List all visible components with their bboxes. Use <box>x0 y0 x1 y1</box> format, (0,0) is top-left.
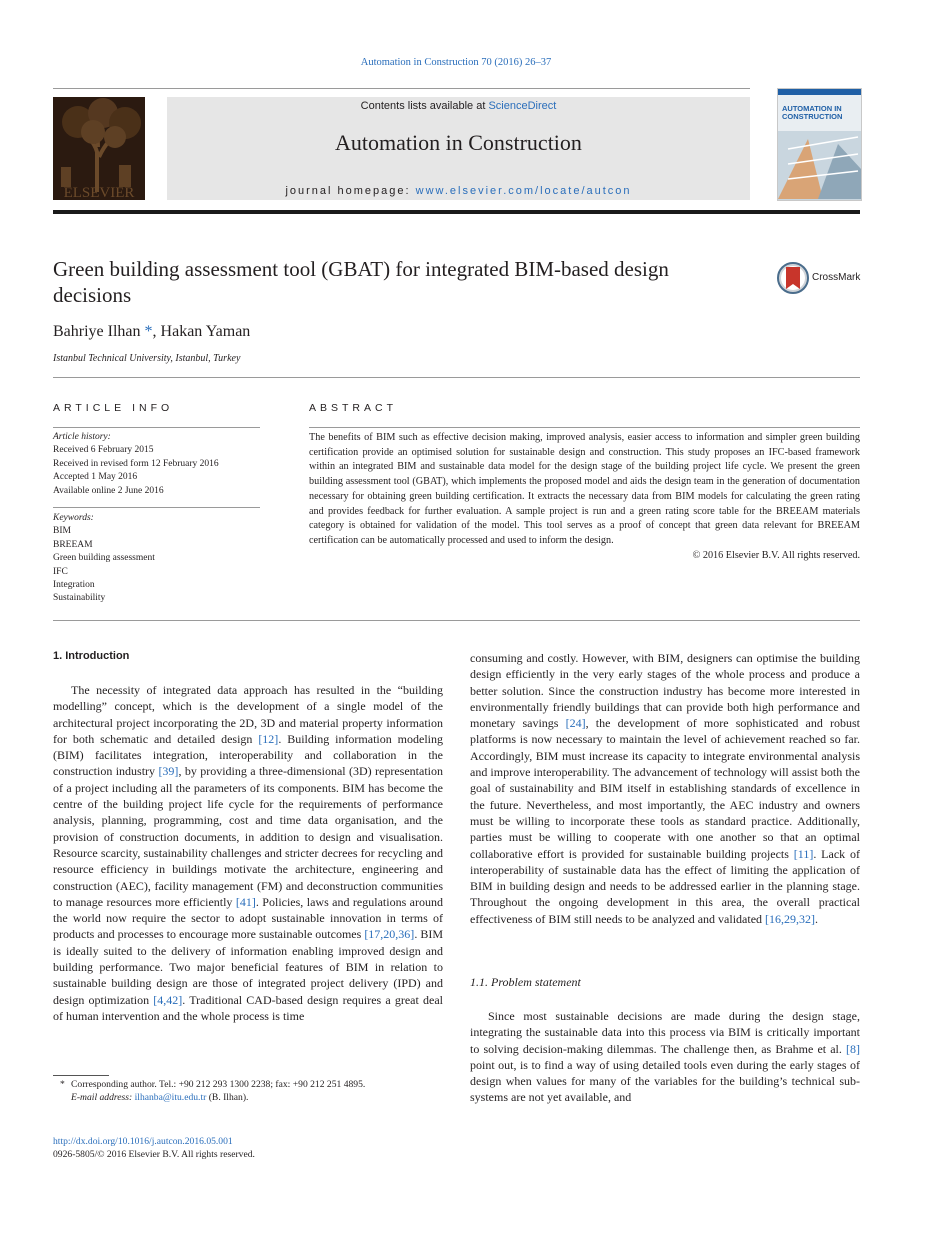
corresponding-author-marker[interactable]: * <box>144 323 153 340</box>
subsection-heading-problem-statement: 1.1. Problem statement <box>470 975 581 989</box>
journal-title: Automation in Construction <box>335 130 582 155</box>
intro-paragraph-left: The necessity of integrated data approach has resulted in the “building modelling” concept, which is the development of a single model of the architectural project incorporating the 2D, 3D and material property information for both schematic and detailed design [12]. Building information modeling (BIM) facilitates integration, interoperability and collaboration in the construction industry [39], by providing a three-dimensional (3D) representation of a project including all the parameters of its components. BIM has become the centre of the building project life cycle for the requirements of performance analysis, planning, programming, cost and time data organisation, and the provision of construction documents, in addition to design and visualisation. Resource scarcity, sustainability challenges and stricter decrees for recycling and resource efficiency in buildings motivate the architecture, engineering and construction (AEC), facility management (FM) and deconstruction communities to manage resources more efficiently [41]. Policies, laws and regulations around the world now require the sector to adopt sustainable innovation in terms of products and processes to encourage more sustainable outcomes [17,20,36]. BIM is ideally suited to the delivery of information enabling improved design and building performance. Two major beneficial features of BIM in relation to sustainable building design are those of integrated project delivery (IPD) and design optimization [4,42]. Traditional CAD-based design requires a great deal of human intervention and the whole process is time <box>53 683 444 1023</box>
history-label: Article history: <box>53 432 111 442</box>
reference-link[interactable]: [41] <box>235 894 256 909</box>
reference-link[interactable]: [4,42] <box>153 992 183 1007</box>
divider <box>309 427 860 428</box>
divider <box>53 427 260 428</box>
homepage-link[interactable]: www.elsevier.com/locate/autcon <box>415 185 632 197</box>
journal-citation[interactable] <box>0 57 912 68</box>
cover-title: AUTOMATION IN CONSTRUCTION <box>782 104 843 121</box>
keywords-label: Keywords: <box>53 513 94 523</box>
reference-link[interactable]: [16,29,32] <box>765 911 816 926</box>
affiliation: Istanbul Technical University, Istanbul, Turkey <box>53 353 241 364</box>
footer <box>53 1135 255 1161</box>
keyword-item: Sustainability <box>53 593 106 604</box>
section-heading-introduction: 1. Introduction <box>53 650 130 662</box>
header-thick-rule <box>53 210 860 214</box>
history-revised: Received in revised form 12 February 2016 <box>53 458 219 469</box>
problem-paragraph: Since most sustainable decisions are made during the design stage, integrating the sustainable data into this process via BIM is critically important to solving decision-making dilemmas. The challenge then, as Brahme et al. [8] point out, is to find a way of using detailed tools even during the early stages of design when values for many of the variables for the building’s technical sub-systems are not yet available, and <box>470 1009 860 1105</box>
divider <box>53 507 260 508</box>
reference-link[interactable]: [8] <box>846 1041 860 1056</box>
crossmark-icon <box>776 261 810 295</box>
article-title: Green building assessment tool (GBAT) for integrated BIM-based design decisions <box>53 257 669 307</box>
reference-link[interactable]: [17,20,36] <box>364 927 415 942</box>
elsevier-tree-icon <box>53 97 145 200</box>
intro-paragraph-right: consuming and costly. However, with BIM, designers can optimise the building design efficiently in the very early stages of the whole process and produce a better solution. Since the construction industry has become more interested in environmentally friendly buildings that can provide both high performance and monetary savings [24], the development of more sophisticated and robust platforms is now necessary to maintain the level of achievement reached so far. Accordingly, BIM must increase its capacity to integrate environmental analysis and improve interoperability. The advancement of technology will assist both the goal of sustainability and BIM itself in establishing standards of excellence in the future. Nevertheless, and most importantly, the AEC industry and owners must be willing to incorporate these tools as standard practice. Additionally, parties must be willing to cooperate with one another so that an optimal collaborative effort is provided for sustainable building projects [11]. Lack of interoperability of sustainable data has the effect of limiting the application of BIM in building design and needs to be addressed earlier in the planning stage. Throughout the ongoing development in this area, the overall practical effectiveness of BIM still needs to be analyzed and validated [16,29,32]. <box>470 651 860 926</box>
keywords <box>53 512 260 606</box>
article-info-heading: ARTICLE INFO <box>53 402 174 414</box>
footnote <box>60 1078 450 1104</box>
author-list: Bahriye Ilhan *, Hakan Yaman <box>53 323 251 340</box>
citation-link[interactable]: Automation in Construction 70 (2016) 26–37 <box>360 57 552 68</box>
corresponding-author-note: Corresponding author. Tel.: +90 212 293 1300 2238; fax: +90 212 251 4895. <box>71 1079 366 1090</box>
contents-line: Contents lists available at ScienceDirect <box>360 100 557 112</box>
doi-link[interactable]: http://dx.doi.org/10.1016/j.autcon.2016.05.001 <box>53 1136 233 1147</box>
journal-cover-thumbnail[interactable] <box>777 88 862 201</box>
reference-link[interactable]: [12] <box>258 731 279 746</box>
reference-link[interactable]: [24] <box>565 716 586 731</box>
sciencedirect-link[interactable]: ScienceDirect <box>488 100 557 112</box>
history-received: Received 6 February 2015 <box>53 445 154 456</box>
publisher-wordmark: ELSEVIER <box>63 185 135 200</box>
crossmark-badge[interactable] <box>776 261 866 295</box>
author-name: Hakan Yaman <box>160 323 251 340</box>
header-top-rule <box>53 88 750 89</box>
abstract-body <box>309 431 860 563</box>
issn-copyright: 0926-5805/© 2016 Elsevier B.V. All rights reserved. <box>53 1149 255 1161</box>
journal-banner <box>167 97 750 200</box>
abstract-heading: ABSTRACT <box>309 402 398 414</box>
keyword-item: Green building assessment <box>53 553 155 564</box>
divider <box>53 620 860 621</box>
keyword-item: BREEAM <box>53 539 93 550</box>
abstract-copyright: © 2016 Elsevier B.V. All rights reserved. <box>692 549 860 561</box>
journal-homepage: journal homepage: www.elsevier.com/locate/autcon <box>285 185 632 197</box>
crossmark-label: CrossMark <box>812 272 861 283</box>
reference-link[interactable]: [11] <box>793 846 814 861</box>
footnote-rule <box>53 1075 109 1076</box>
email-link[interactable]: ilhanba@itu.edu.tr <box>134 1092 207 1104</box>
reference-link[interactable]: [39] <box>158 764 179 779</box>
email-line: E-mail address: ilhanba@itu.edu.tr (B. Ilhan). <box>71 1092 249 1104</box>
abstract-text: The benefits of BIM such as effective decision making, improved analysis, easier access to information and simpler green building certification provide an optimised solution for sustainable design and construction. This study proposes an IFC-based framework within an integrated BIM and sustainable data model for the design stage of the building project life cycle. We present the green building assessment tool (GBAT), which implements the proposed model and aids the design team in the generation of documentation necessary for obtaining green building certification. It extracts the necessary data from BIM models for calculating the green rating and provides feedback for further evaluation. A sample project is run and a green rating score table for the BREEAM materials category is obtained for validation of the model. This tool serves as a proof of concept that green data relevant for BREEAM certification can be automatically processed and used to inform the design. <box>309 432 860 546</box>
keyword-item: IFC <box>53 566 68 577</box>
divider <box>53 377 860 378</box>
article-history <box>53 431 260 498</box>
elsevier-logo[interactable] <box>53 97 145 200</box>
footnote-marker: * <box>60 1079 65 1090</box>
keyword-item: Integration <box>53 580 95 591</box>
keyword-item: BIM <box>53 526 71 537</box>
history-accepted: Accepted 1 May 2016 <box>53 472 138 483</box>
history-online: Available online 2 June 2016 <box>53 485 164 496</box>
author-name: Bahriye Ilhan <box>53 323 141 340</box>
